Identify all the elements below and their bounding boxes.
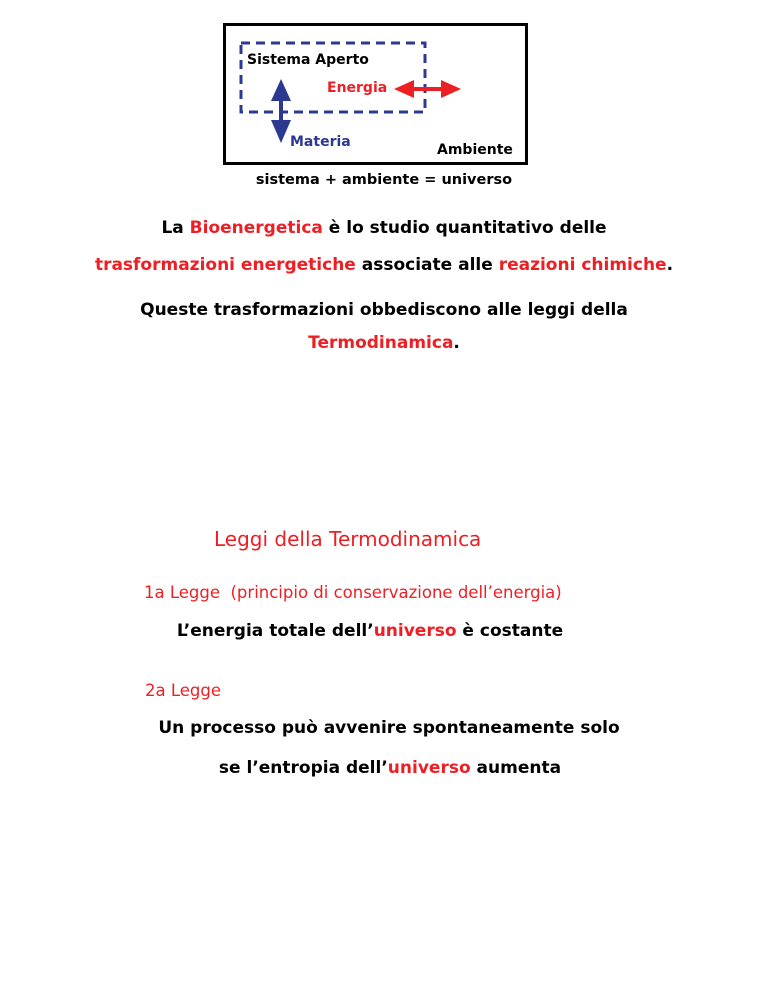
open-system-diagram xyxy=(223,23,528,165)
intro-text: . xyxy=(453,333,460,353)
term-reazioni: reazioni chimiche xyxy=(498,255,667,275)
intro-line-2 xyxy=(0,255,768,275)
term-termodinamica: Termodinamica xyxy=(308,333,454,353)
intro-text: La xyxy=(161,218,190,238)
second-law-statement-2 xyxy=(6,758,768,778)
law-text: L’energia totale dell’ xyxy=(176,621,374,641)
intro-line-4 xyxy=(0,333,768,353)
intro-text: è lo studio quantitativo delle xyxy=(322,218,607,238)
intro-text: . xyxy=(666,255,674,275)
second-law-label: 2a Legge xyxy=(145,681,222,700)
first-law-statement xyxy=(0,621,754,641)
matter-label: Materia xyxy=(290,134,351,150)
system-label: Sistema Aperto xyxy=(247,52,369,68)
environment-label: Ambiente xyxy=(437,142,513,158)
diagram-caption: sistema + ambiente = universo xyxy=(255,172,513,188)
law-text: aumenta xyxy=(470,758,562,778)
law-text: è costante xyxy=(456,621,564,641)
intro-line-3: Queste trasformazioni obbediscono alle leggi della xyxy=(140,300,628,320)
energy-arrow-icon xyxy=(394,80,461,98)
laws-title: Leggi della Termodinamica xyxy=(214,527,482,551)
law-text: se l’entropia dell’ xyxy=(218,758,388,778)
first-law-label: 1a Legge (principio di conservazione dell’energia) xyxy=(144,583,562,602)
energy-label: Energia xyxy=(327,80,388,96)
second-law-statement-1: Un processo può avvenire spontaneamente solo xyxy=(158,718,620,738)
term-universo: universo xyxy=(373,621,457,641)
term-trasformazioni: trasformazioni energetiche xyxy=(94,255,356,275)
term-universo: universo xyxy=(387,758,471,778)
intro-line-1 xyxy=(0,218,768,238)
term-bioenergetica: Bioenergetica xyxy=(189,218,323,238)
intro-text: associate alle xyxy=(355,255,499,275)
